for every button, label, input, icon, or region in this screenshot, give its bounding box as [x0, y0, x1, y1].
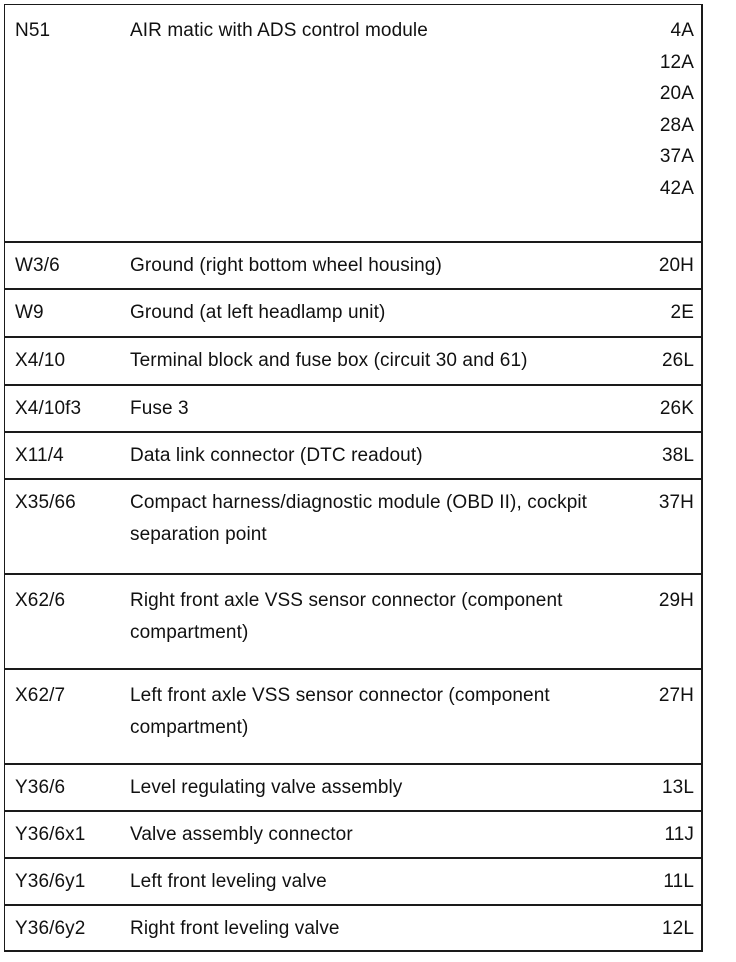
table-row [5, 5, 701, 243]
table-row [5, 433, 701, 480]
component-description: Compact harness/diagnostic module (OBD II), cockpit separation point [130, 492, 588, 545]
component-code: Y36/6 [15, 777, 66, 798]
grid-location: 28A [659, 114, 694, 136]
component-description: Left front leveling valve [130, 871, 327, 892]
grid-location: 13L [661, 777, 694, 798]
table-row [5, 670, 701, 765]
grid-location: 12A [659, 51, 694, 73]
grid-location: 26L [661, 350, 694, 371]
grid-location: 11J [664, 824, 694, 845]
grid-location: 20H [658, 255, 694, 276]
table-row [5, 906, 701, 951]
component-code: X4/10 [15, 350, 66, 371]
grid-location: 26K [659, 398, 694, 419]
component-description: Terminal block and fuse box (circuit 30 and 61) [130, 350, 528, 371]
grid-location: 12L [661, 918, 694, 939]
table-row [5, 386, 701, 433]
component-description: Ground (at left headlamp unit) [130, 302, 386, 323]
component-description: Ground (right bottom wheel housing) [130, 255, 442, 276]
component-code: W9 [15, 302, 44, 323]
component-description: Right front leveling valve [130, 918, 340, 939]
component-code: W3/6 [15, 255, 60, 276]
component-code: X35/66 [15, 492, 76, 513]
table-row [5, 243, 701, 290]
table-row [5, 812, 701, 859]
grid-location: 27H [658, 685, 694, 706]
component-description: Data link connector (DTC readout) [130, 445, 423, 466]
table-row [5, 859, 701, 906]
grid-location: 37A [659, 146, 694, 167]
component-code: X11/4 [15, 445, 64, 466]
grid-location: 37H [658, 492, 694, 513]
table-row [5, 290, 701, 338]
grid-location: 38L [661, 445, 694, 466]
table-row [5, 765, 701, 812]
component-description: Fuse 3 [130, 398, 189, 419]
component-description: Right front axle VSS sensor connector (component compartment) [130, 590, 563, 643]
grid-location: 11L [663, 871, 694, 892]
component-code: Y36/6y2 [15, 918, 86, 939]
component-code: X4/10f3 [15, 398, 82, 419]
grid-location: 4A [670, 20, 694, 41]
component-description: Level regulating valve assembly [130, 777, 403, 798]
component-description: Left front axle VSS sensor connector (component compartment) [130, 685, 550, 738]
grid-location: 42A [659, 177, 694, 199]
component-code: Y36/6x1 [15, 824, 86, 845]
table-row [5, 575, 701, 670]
component-code: Y36/6y1 [15, 871, 86, 892]
component-code: X62/6 [15, 590, 66, 611]
component-legend-table [4, 4, 703, 952]
component-code: X62/7 [15, 685, 66, 706]
table-row [5, 480, 701, 575]
component-description: Valve assembly connector [130, 824, 353, 845]
grid-location: 2E [670, 302, 694, 323]
component-description: AIR matic with ADS control module [130, 20, 428, 41]
component-code: N51 [15, 20, 51, 41]
grid-location: 29H [658, 590, 694, 611]
grid-location: 20A [659, 83, 694, 104]
grid-location-list [660, 15, 694, 204]
table-row [5, 338, 701, 386]
